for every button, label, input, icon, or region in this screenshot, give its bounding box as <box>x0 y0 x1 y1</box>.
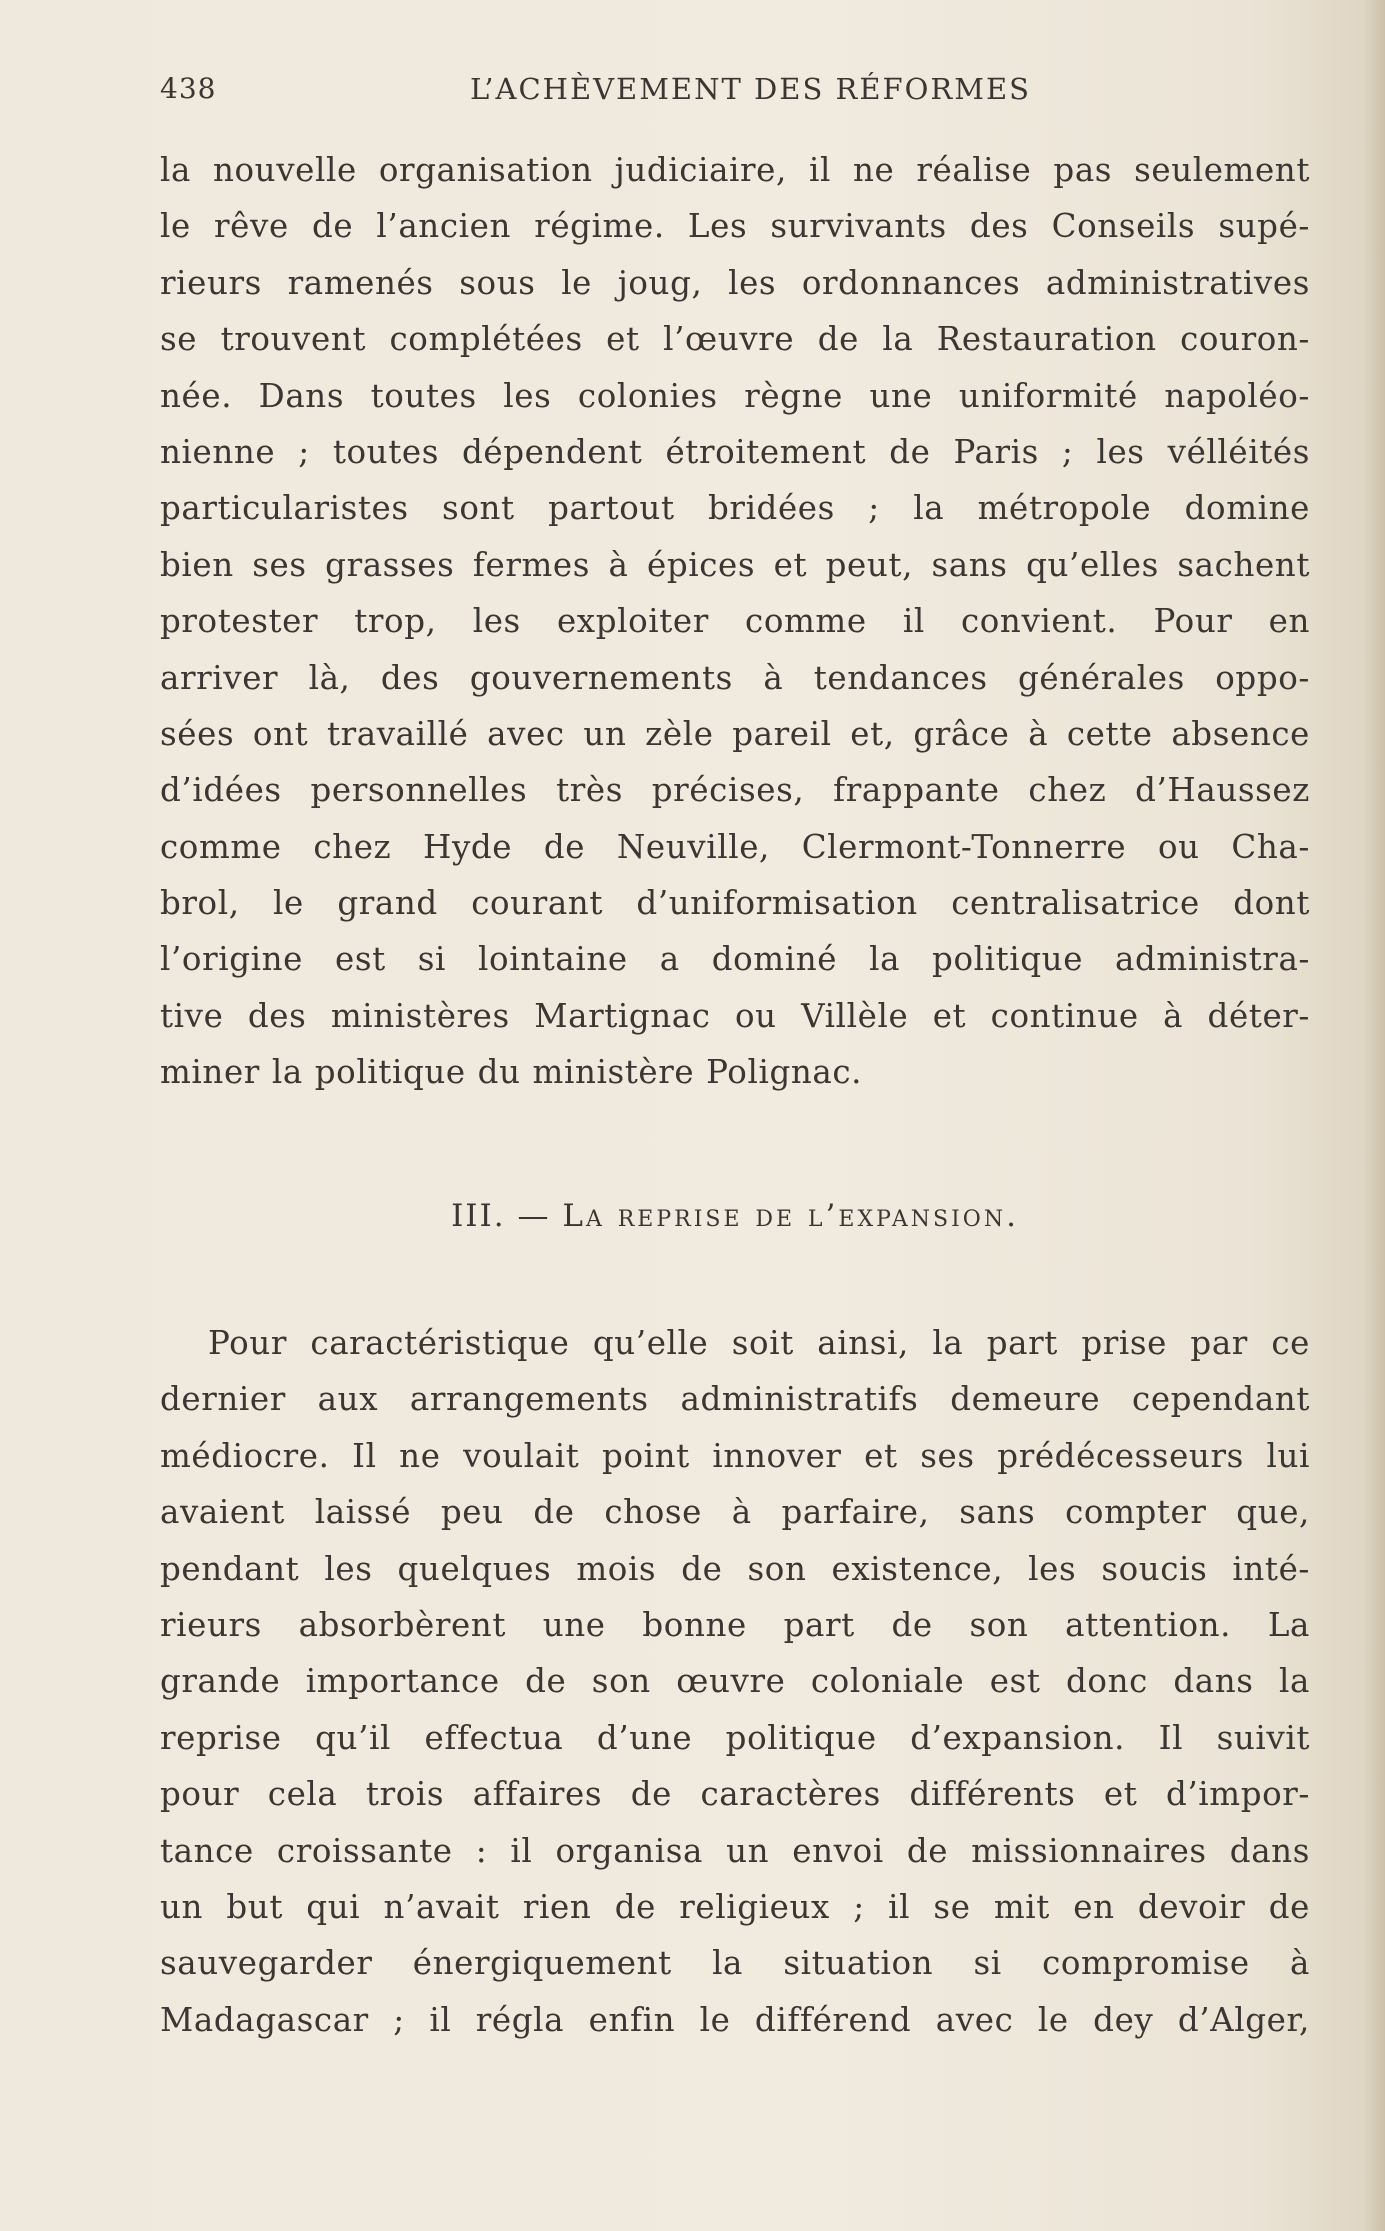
section-heading <box>160 1198 1310 1234</box>
text-line: tive des ministères Martignac ou Villèle et continue à déter- <box>160 996 1310 1035</box>
text-line: sauvegarder énergiquement la situation si compromise à <box>160 1944 1310 1983</box>
running-head <box>160 72 1310 112</box>
text-line: le rêve de l’ancien régime. Les survivants des Conseils supé- <box>160 207 1310 246</box>
text-line: nienne ; toutes dépendent étroitement de Paris ; les vélléités <box>160 432 1310 471</box>
paragraph-1 <box>160 142 1310 1101</box>
text-line: la nouvelle organisation judiciaire, il ne réalise pas seulement <box>160 151 1310 189</box>
text-line: se trouvent complétées et l’œuvre de la Restauration couron- <box>160 320 1310 359</box>
text-line: dernier aux arrangements administratifs demeure cependant <box>160 1380 1310 1419</box>
text-line: comme chez Hyde de Neuville, Clermont-Tonnerre ou Cha- <box>160 827 1310 866</box>
page-number: 438 <box>160 72 217 105</box>
page-edge-shadow <box>1363 0 1385 2231</box>
text-line: rieurs ramenés sous le joug, les ordonnances administratives <box>160 263 1310 302</box>
text-line: médiocre. Il ne voulait point innover et ses prédécesseurs lui <box>160 1436 1310 1475</box>
text-line: l’origine est si lointaine a dominé la politique administra- <box>160 940 1310 979</box>
text-line: rieurs absorbèrent une bonne part de son attention. La <box>160 1605 1310 1644</box>
text-line: bien ses grasses fermes à épices et peut, sans qu’elles sachent <box>160 545 1310 584</box>
text-line: Madagascar ; il régla enfin le différend avec le dey d’Alger, <box>160 2000 1310 2039</box>
text-line: protester trop, les exploiter comme il convient. Pour en <box>160 602 1310 641</box>
text-line: sées ont travaillé avec un zèle pareil et, grâce à cette absence <box>160 714 1310 753</box>
text-line: reprise qu’il effectua d’une politique d’expansion. Il suivit <box>160 1718 1310 1757</box>
section-title: La reprise de l’expansion. <box>562 1198 1019 1234</box>
text-line: miner la politique du ministère Polignac. <box>160 1053 863 1092</box>
text-line: arriver là, des gouvernements à tendances générales oppo- <box>160 658 1310 697</box>
text-line: Pour caractéristique qu’elle soit ainsi, la part prise par ce <box>208 1324 1310 1362</box>
text-line: pour cela trois affaires de caractères différents et d’impor- <box>160 1775 1310 1814</box>
text-line: un but qui n’avait rien de religieux ; il se mit en devoir de <box>160 1887 1310 1926</box>
text-line: née. Dans toutes les colonies règne une uniformité napoléo- <box>160 376 1310 415</box>
running-title: L’ACHÈVEMENT DES RÉFORMES <box>470 72 1031 106</box>
section-number: III. — <box>451 1198 551 1234</box>
text-line: pendant les quelques mois de son existence, les soucis inté- <box>160 1549 1310 1588</box>
text-line: grande importance de son œuvre coloniale est donc dans la <box>160 1662 1310 1701</box>
text-line: brol, le grand courant d’uniformisation centralisatrice dont <box>160 884 1310 923</box>
text-line: d’idées personnelles très précises, frappante chez d’Haussez <box>160 771 1310 810</box>
paragraph-2 <box>160 1315 1310 2048</box>
text-line: tance croissante : il organisa un envoi de missionnaires dans <box>160 1831 1310 1870</box>
text-line: avaient laissé peu de chose à parfaire, sans compter que, <box>160 1493 1310 1532</box>
text-line: particularistes sont partout bridées ; la métropole domine <box>160 489 1310 528</box>
